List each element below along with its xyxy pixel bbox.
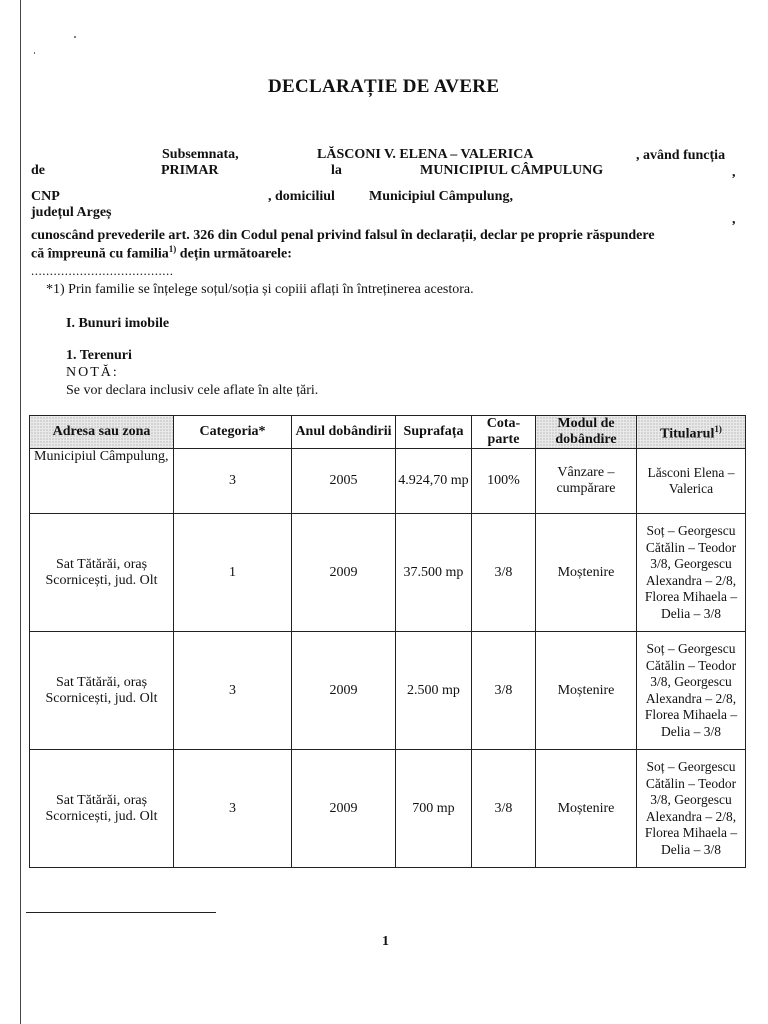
cell-mode: Moștenire xyxy=(536,514,637,632)
cell-mode: Vânzare – cumpărare xyxy=(536,449,637,514)
table-header-row xyxy=(30,416,746,449)
cell-share: 3/8 xyxy=(472,514,536,632)
scan-speck xyxy=(34,52,35,54)
land-assets-table xyxy=(29,415,746,868)
header-mode: Modul de dobândire xyxy=(536,416,637,449)
institution: MUNICIPIUL CÂMPULUNG xyxy=(420,163,604,178)
cell-address: Sat Tătărăi, oraș Scornicești, jud. Olt xyxy=(30,632,174,750)
de-label: de xyxy=(31,163,45,178)
cell-address: Sat Tătărăi, oraș Scornicești, jud. Olt xyxy=(30,514,174,632)
owner-footnote-marker: 1) xyxy=(714,424,722,435)
cell-area: 4.924,70 mp xyxy=(396,449,472,514)
cell-mode: Moștenire xyxy=(536,632,637,750)
cell-year: 2009 xyxy=(292,750,396,868)
cell-owner: Soț – Georgescu Cătălin – Teodor 3/8, Georgescu Alexandra – 2/8, Florea Mihaela – Delia – 3/8 xyxy=(637,514,746,632)
subsemnata-label: Subsemnata, xyxy=(162,147,239,162)
table-row xyxy=(30,632,746,750)
cell-year: 2009 xyxy=(292,514,396,632)
cell-area: 2.500 mp xyxy=(396,632,472,750)
cell-share: 3/8 xyxy=(472,632,536,750)
cell-address: Municipiul Câmpulung, xyxy=(30,449,174,514)
table-row xyxy=(30,449,746,514)
header-owner-label: Titularul xyxy=(660,426,715,442)
page-margin-line xyxy=(20,0,21,1024)
subsection-heading: 1. Terenuri xyxy=(66,348,132,363)
cell-owner: Soț – Georgescu Cătălin – Teodor 3/8, Georgescu Alexandra – 2/8, Florea Mihaela – Delia – 3/8 xyxy=(637,632,746,750)
statement-line-2-pre: că împreună cu familia xyxy=(31,246,169,262)
header-category: Categoria* xyxy=(174,416,292,449)
header-year: Anul dobândirii xyxy=(292,416,396,449)
declarant-name: LĂSCONI V. ELENA – VALERICA xyxy=(317,147,534,162)
cell-year: 2005 xyxy=(292,449,396,514)
table-row xyxy=(30,750,746,868)
cell-area: 700 mp xyxy=(396,750,472,868)
cell-category: 3 xyxy=(174,449,292,514)
table-row xyxy=(30,514,746,632)
header-address: Adresa sau zona xyxy=(30,416,174,449)
domiciliul-label: , domiciliul xyxy=(268,189,335,204)
cell-category: 1 xyxy=(174,514,292,632)
cell-year: 2009 xyxy=(292,632,396,750)
cell-share: 100% xyxy=(472,449,536,514)
cell-category: 3 xyxy=(174,632,292,750)
cell-category: 3 xyxy=(174,750,292,868)
position: PRIMAR xyxy=(161,163,219,178)
scan-speck xyxy=(74,36,76,38)
header-owner xyxy=(637,416,746,449)
comma: , xyxy=(732,212,736,227)
statement-line-2 xyxy=(31,244,292,263)
cell-address: Sat Tătărăi, oraș Scornicești, jud. Olt xyxy=(30,750,174,868)
statement-line-2-post: dețin următoarele: xyxy=(176,246,292,262)
note-label: NOTĂ: xyxy=(66,365,119,380)
la-label: la xyxy=(331,163,342,178)
comma: , xyxy=(732,165,736,180)
footnote-rule xyxy=(26,912,216,913)
page-number: 1 xyxy=(382,934,389,949)
cell-mode: Moștenire xyxy=(536,750,637,868)
statement-line-1: cunoscând prevederile art. 326 din Codul penal privind falsul în declarații, declar pe propriе răspundere xyxy=(31,228,655,243)
footnote-marker: 1) xyxy=(168,244,177,254)
cell-share: 3/8 xyxy=(472,750,536,868)
dotted-separator: ...................................... xyxy=(31,263,174,278)
function-label: , având funcția xyxy=(636,148,726,163)
note-text: Se vor declara inclusiv cele aflate în alte țări. xyxy=(66,383,319,398)
document-title: DECLARAȚIE DE AVERE xyxy=(268,76,500,97)
section-heading: I. Bunuri imobile xyxy=(66,316,170,331)
cell-owner: Soț – Georgescu Cătălin – Teodor 3/8, Georgescu Alexandra – 2/8, Florea Mihaela – Delia – 3/8 xyxy=(637,750,746,868)
cnp-label: CNP xyxy=(31,189,60,204)
header-share: Cota-parte xyxy=(472,416,536,449)
family-footnote: *1) Prin familie se înțelege soțul/soția și copiii aflați în întreținerea acestora. xyxy=(46,282,474,297)
county: județul Argeș xyxy=(31,205,112,220)
domicile-address: Municipiul Câmpulung, xyxy=(369,189,513,204)
header-area: Suprafața xyxy=(396,416,472,449)
cell-owner: Lăsconi Elena – Valerica xyxy=(637,449,746,514)
cell-area: 37.500 mp xyxy=(396,514,472,632)
